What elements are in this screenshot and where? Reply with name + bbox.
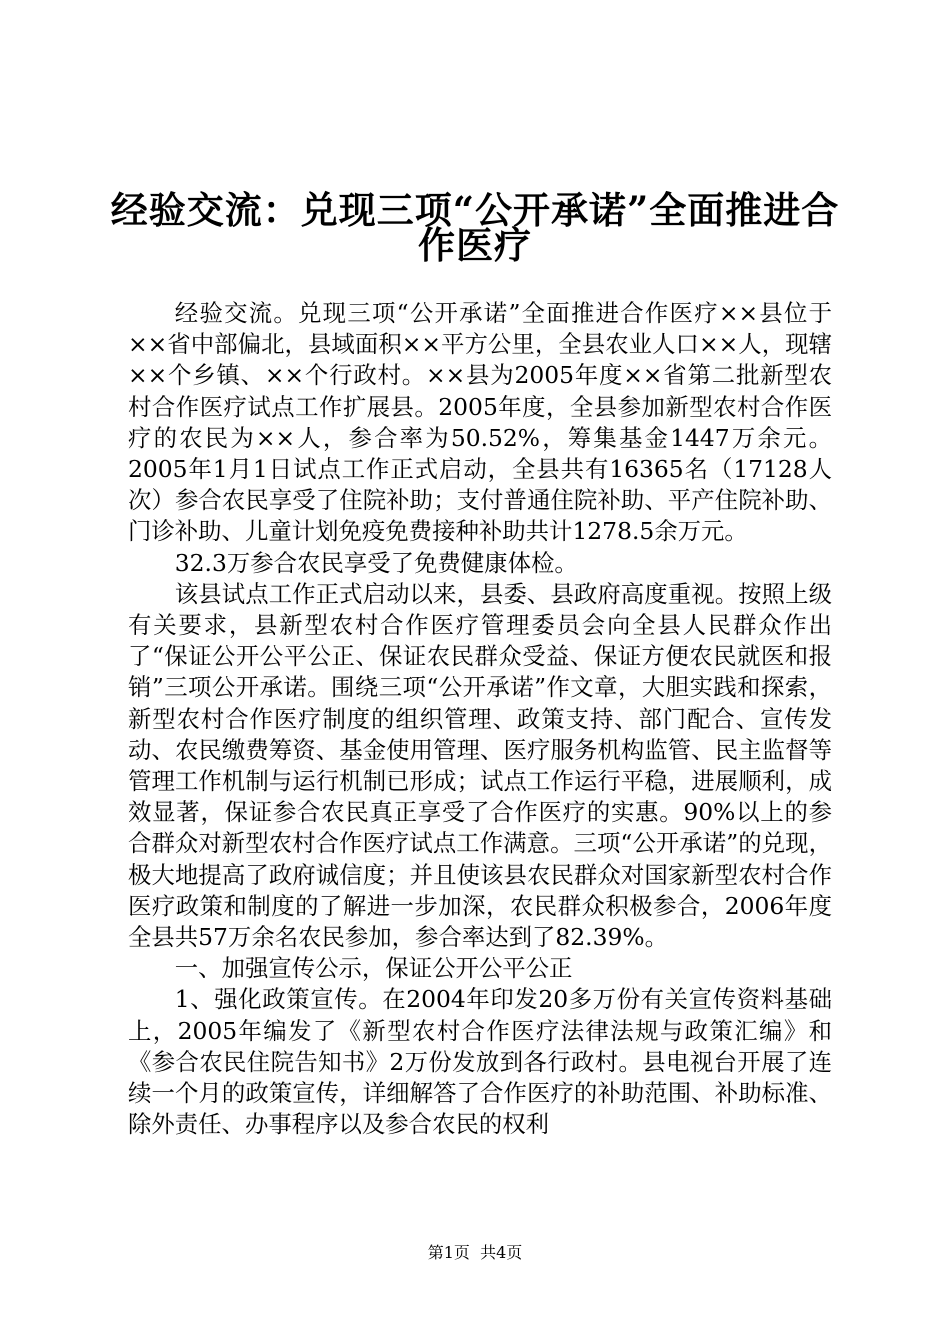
page-number-footer: 第1页 共4页 — [427, 1243, 523, 1262]
document-body — [128, 298, 832, 1140]
paragraph-commitments: 该县试点工作正式启动以来，县委、县政府高度重视。按照上级有关要求，县新型农村合作医疗管理委员会向全县人民群众作出了“保证公开公平公正、保证农民群众受益、保证方便农民就医和报销”三项公开承诺。围绕三项“公开承诺”作文章，大胆实践和探索，新型农村合作医疗制度的组织管理、政策支持、部门配合、宣传发动、农民缴费筹资、基金使用管理、医疗服务机构监管、民主监督等管理工作机制与运行机制已形成；试点工作运行平稳，进展顺利，成效显著，保证参合农民真正享受了合作医疗的实惠。90%以上的参合群众对新型农村合作医疗试点工作满意。三项“公开承诺”的兑现，极大地提高了政府诚信度；并且使该县农民群众对国家新型农村合作医疗政策和制度的了解进一步加深，农民群众积极参合，2006年度全县共57万余名农民参加，参合率达到了82.39%。 — [128, 579, 832, 952]
document-title-line-2: 作医疗 — [418, 223, 532, 267]
paragraph-health-check: 32.3万参合农民享受了免费健康体检。 — [174, 548, 578, 577]
section-heading-publicity: 一、加强宣传公示，保证公开公平公正 — [174, 954, 573, 983]
paragraph-policy-promotion: 1、强化政策宣传。在2004年印发20多万份有关宣传资料基础上，2005年编发了《新型农村合作医疗法律法规与政策汇编》和《参合农民住院告知书》2万份发放到各行政村。县电视台开展了连续一个月的政策宣传，详细解答了合作医疗的补助范围、补助标准、除外责任、办事程序以及参合农民的权利 — [128, 985, 832, 1139]
document-title-line-1: 经验交流：兑现三项“公开承诺”全面推进合 — [110, 188, 840, 232]
paragraph-intro: 经验交流。兑现三项“公开承诺”全面推进合作医疗××县位于××省中部偏北，县域面积××平方公里，全县农业人口××人，现辖××个乡镇、××个行政村。××县为2005年度××省第二批新型农村合作医疗试点工作扩展县。2005年度，全县参加新型农村合作医疗的农民为××人，参合率为50.52%，筹集基金1447万余元。2005年1月1日试点工作正式启动，全县共有16365名（17128人次）参合农民享受了住院补助；支付普通住院补助、平产住院补助、门诊补助、儿童计划免疫免费接种补助共计1278.5余万元。 — [128, 299, 832, 546]
